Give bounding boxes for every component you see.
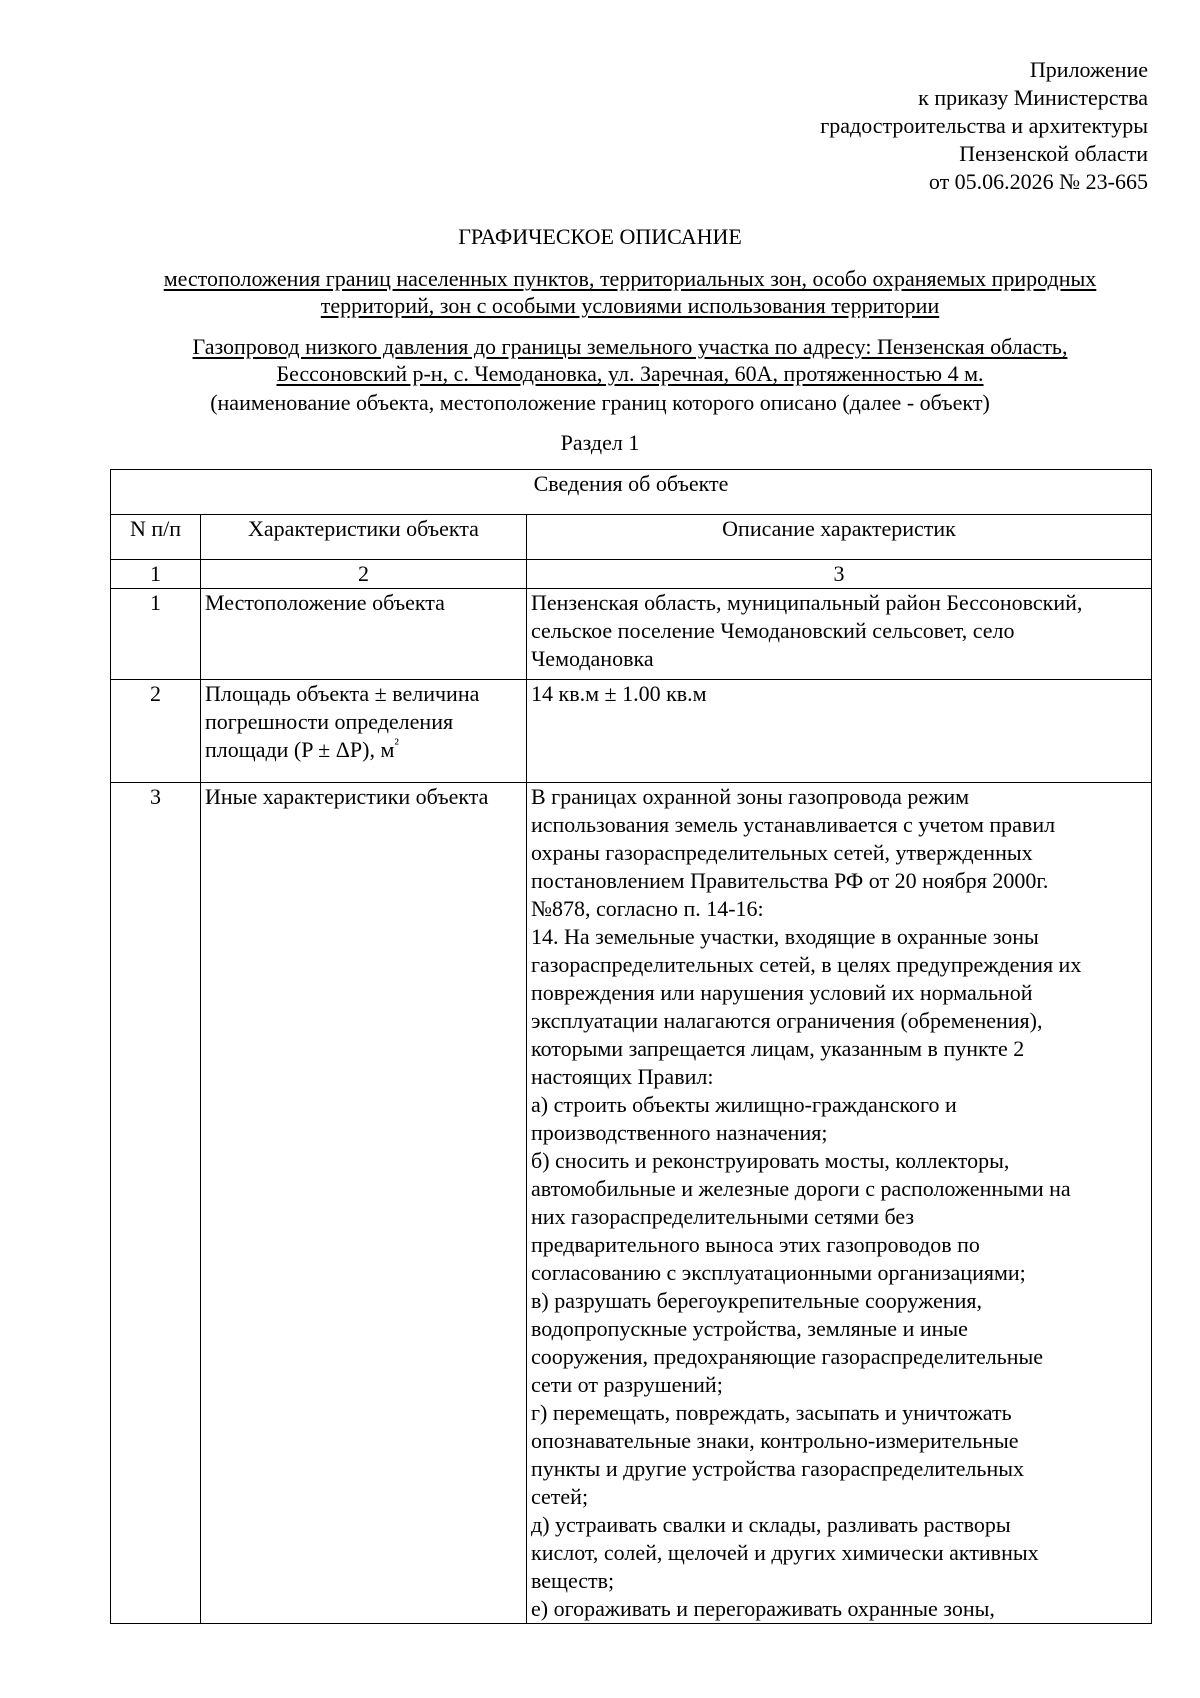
table-caption: Сведения об объекте: [111, 470, 1152, 515]
characteristic-text: площади (P ± ΔP), м: [205, 737, 395, 762]
superscript: ²: [394, 736, 399, 753]
subtitle-line: территорий, зон с особыми условиями использования территории: [320, 293, 940, 318]
description-line: в) разрушать берегоукрепительные сооружения,: [531, 1288, 982, 1313]
description-line: Пензенская область, муниципальный район Бессоновский,: [531, 590, 1083, 615]
object-name-line: Газопровод низкого давления до границы земельного участка по адресу: Пензенская область,: [192, 334, 1068, 359]
description-line: повреждения или нарушения условий их нормальной: [531, 980, 1033, 1005]
description-line: веществ;: [531, 1568, 615, 1593]
object-name: [110, 333, 1150, 387]
document-subtitle: [110, 265, 1150, 319]
description-line: использования земель устанавливается с учетом правил: [531, 812, 1056, 837]
header-cell-characteristic: Характеристики объекта: [201, 515, 527, 560]
characteristic-line: Площадь объекта ± величина: [205, 681, 480, 706]
header-cell-number: N п/п: [111, 515, 201, 560]
characteristic-line: Иные характеристики объекта: [205, 784, 489, 809]
description-line: них газораспределительными сетями без: [531, 1204, 915, 1229]
column-number: 2: [201, 560, 527, 589]
appendix-block: [820, 56, 1148, 196]
table-header-row: [111, 515, 1152, 560]
header-cell-description: Описание характеристик: [527, 515, 1152, 560]
description-line: которыми запрещается лицам, указанным в пункте 2: [531, 1036, 1025, 1061]
row-number: 2: [111, 680, 201, 783]
section-label: Раздел 1: [560, 430, 640, 455]
column-number: 3: [527, 560, 1152, 589]
description-line: В границах охранной зоны газопровода режим: [531, 784, 970, 809]
table-row: [111, 680, 1152, 783]
column-number-row: [111, 560, 1152, 589]
appendix-line: от 05.06.2026 № 23-665: [928, 169, 1148, 194]
table-row: [111, 783, 1152, 1624]
description-line: Чемодановка: [531, 646, 654, 671]
description-line: 14. На земельные участки, входящие в охранные зоны: [531, 924, 1039, 949]
description-line: б) сносить и реконструировать мосты, коллекторы,: [531, 1148, 1010, 1173]
appendix-line: градостроительства и архитектуры: [820, 113, 1148, 138]
appendix-line: Пензенской области: [959, 141, 1148, 166]
description-line: водопропускные устройства, земляные и иные: [531, 1316, 968, 1341]
row-characteristic: [201, 783, 527, 1624]
table-row: [111, 589, 1152, 680]
column-number: 1: [111, 560, 201, 589]
description-line: пункты и другие устройства газораспределительных: [531, 1456, 1025, 1481]
description-line: г) перемещать, повреждать, засыпать и уничтожать: [531, 1400, 1012, 1425]
characteristic-line: Местоположение объекта: [205, 590, 445, 615]
row-number: 3: [111, 783, 201, 1624]
row-number: 1: [111, 589, 201, 680]
description-line: а) строить объекты жилищно-гражданского и: [531, 1092, 957, 1117]
description-line: е) огораживать и перегораживать охранные зоны,: [531, 1596, 995, 1621]
description-line: кислот, солей, щелочей и других химически активных: [531, 1540, 1039, 1565]
description-line: автомобильные и железные дороги с расположенными на: [531, 1176, 1071, 1201]
subtitle-line: местоположения границ населенных пунктов, территориальных зон, особо охраняемых природных: [163, 266, 1097, 291]
description-line: 14 кв.м ± 1.00 кв.м: [531, 681, 707, 706]
description-line: опознавательные знаки, контрольно-измерительные: [531, 1428, 1019, 1453]
description-line: постановлением Правительства РФ от 20 ноября 2000г.: [531, 868, 1049, 893]
characteristic-line: [205, 736, 522, 764]
description-line: охраны газораспределительных сетей, утвержденных: [531, 840, 1033, 865]
description-line: настоящих Правил:: [531, 1064, 714, 1089]
characteristic-line: погрешности определения: [205, 709, 454, 734]
description-line: сети от разрушений;: [531, 1372, 723, 1397]
description-line: эксплуатации налагаются ограничения (обременения),: [531, 1008, 1043, 1033]
appendix-line: к приказу Министерства: [918, 85, 1148, 110]
description-line: предварительного выноса этих газопроводов по: [531, 1232, 980, 1257]
document-title: ГРАФИЧЕСКОЕ ОПИСАНИЕ: [458, 224, 742, 249]
description-line: согласованию с эксплуатационными организациями;: [531, 1260, 1026, 1285]
row-description: [527, 783, 1152, 1624]
description-line: сетей;: [531, 1484, 589, 1509]
description-line: газораспределительных сетей, в целях предупреждения их: [531, 952, 1082, 977]
row-description: [527, 680, 1152, 783]
row-characteristic: [201, 680, 527, 783]
table-caption-row: [111, 470, 1152, 515]
appendix-line: Приложение: [1029, 57, 1148, 82]
object-name-line: Бессоновский р-н, с. Чемодановка, ул. Заречная, 60А, протяженностью 4 м.: [276, 361, 984, 386]
description-line: д) устраивать свалки и склады, разливать растворы: [531, 1512, 1011, 1537]
row-description: [527, 589, 1152, 680]
description-line: производственного назначения;: [531, 1120, 828, 1145]
object-info-table: [110, 469, 1152, 1624]
object-caption: (наименование объекта, местоположение границ которого описано (далее - объект): [210, 390, 990, 415]
description-line: №878, согласно п. 14-16:: [531, 896, 764, 921]
description-line: сооружения, предохраняющие газораспределительные: [531, 1344, 1044, 1369]
row-characteristic: [201, 589, 527, 680]
description-line: сельское поселение Чемодановский сельсовет, село: [531, 618, 1015, 643]
